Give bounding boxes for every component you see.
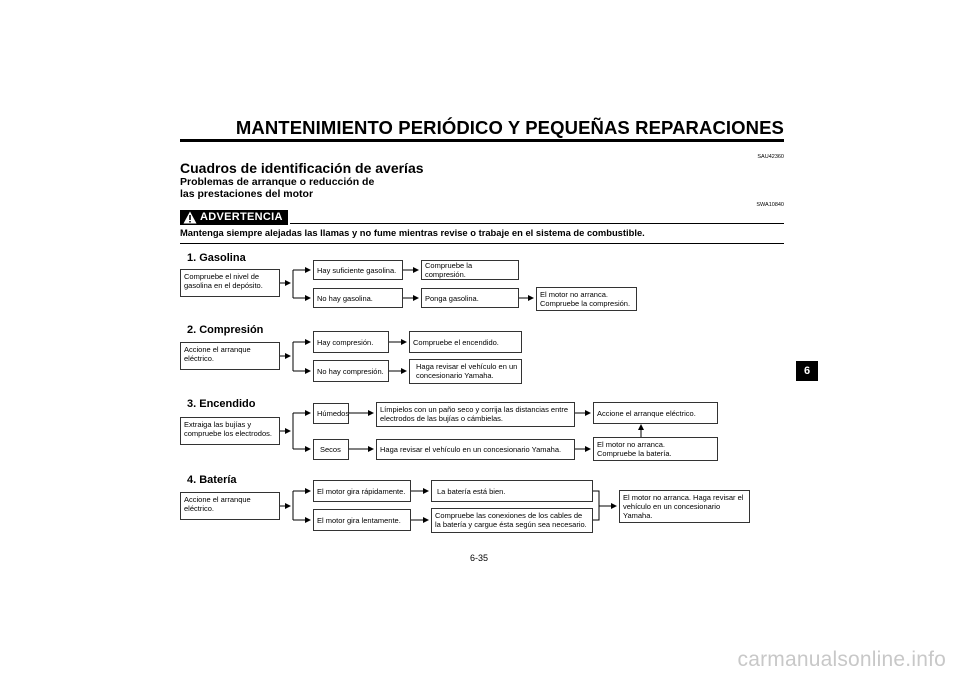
- chart3-option-b-text: Secos: [320, 445, 341, 454]
- chart4-option-b-box: [313, 509, 411, 531]
- chart4-final-line3: Yamaha.: [623, 511, 653, 520]
- page-number: 6-35: [470, 553, 489, 563]
- chart3-title: 3. Encendido: [187, 398, 256, 410]
- chart1-option-b-result-text: Ponga gasolina.: [425, 293, 479, 303]
- chart2-option-b-result-line2: concesionario Yamaha.: [416, 371, 494, 380]
- chart1-option-b-box: [313, 288, 403, 308]
- chart1-option-a-box: [313, 260, 403, 280]
- chart3-option-a-box: [313, 403, 349, 424]
- chart3-option-b-final-line1: El motor no arranca.: [597, 440, 665, 449]
- chart2-option-a-box: [313, 331, 389, 353]
- chart2-option-b-result-box: [409, 359, 522, 384]
- chart1-start-box: [180, 269, 280, 297]
- chart1-option-b-final-line2: Compruebe la compresión.: [540, 299, 631, 308]
- chart3-option-a-final-box: [593, 402, 718, 424]
- chart3-option-a-result-box: [376, 402, 575, 427]
- chart2-option-a-result-text: Compruebe el encendido.: [413, 337, 499, 347]
- chart4-option-a-result-text: La batería está bien.: [437, 486, 506, 496]
- chart4-option-a-text: El motor gira rápidamente.: [317, 486, 406, 496]
- chart4-option-a-box: [313, 480, 411, 502]
- page-header-title: MANTENIMIENTO PERIÓDICO Y PEQUEÑAS REPARACIONES: [235, 117, 784, 138]
- chart1-title: 1. Gasolina: [187, 252, 246, 264]
- chart3-option-b-final-line2: Compruebe la batería.: [597, 449, 672, 458]
- chart1-option-b-text: No hay gasolina.: [317, 293, 373, 303]
- chart3-option-b-final-box: [593, 437, 718, 461]
- section-code: SAU42360: [757, 154, 784, 160]
- section-subtitle-line2: las prestaciones del motor: [180, 188, 314, 200]
- chart1-option-b-result-box: [421, 288, 519, 308]
- chart4-option-b-result-box: [431, 508, 593, 533]
- chart1-option-a-result-box: [421, 260, 519, 280]
- chart3-option-a-result-line2: electrodos de las bujías o cámbielas.: [380, 414, 503, 423]
- chart3-start-line1: Extraiga las bujías y: [184, 420, 252, 429]
- chart3-option-a-result-line1: Límpielos con un paño seco y corrija las distancias entre: [380, 405, 569, 414]
- chart2-start-line2: eléctrico.: [184, 354, 215, 363]
- chart2-option-b-text: No hay compresión.: [317, 366, 384, 376]
- chart3-option-b-result-text: Haga revisar el vehículo en un concesionario Yamaha.: [380, 445, 562, 454]
- chart4-option-b-result-line2: la batería y cargue ésta según sea necesario.: [435, 520, 587, 529]
- section-title: Cuadros de identificación de averías: [180, 160, 424, 176]
- chart4-final-line2: vehículo en un concesionario: [623, 502, 721, 511]
- chart1-option-a-result-text: Compruebe la compresión.: [425, 261, 473, 279]
- chart3-start-box: [180, 417, 280, 445]
- chart1-option-a-text: Hay suficiente gasolina.: [317, 265, 397, 275]
- chapter-side-tab: 6: [796, 361, 818, 381]
- chart2-option-a-result-box: [409, 331, 522, 353]
- warning-code: SWA10840: [756, 202, 784, 208]
- chart1-option-b-final-line1: El motor no arranca.: [540, 290, 608, 299]
- chart4-final-box: [619, 490, 750, 523]
- chart2-start-line1: Accione el arranque: [184, 345, 251, 354]
- chart1-start-line1: Compruebe el nivel de: [184, 272, 260, 281]
- chart1-option-b-final-box: [536, 287, 637, 311]
- chart4-title: 4. Batería: [187, 474, 237, 486]
- chart4-final-line1: El motor no arranca. Haga revisar el: [623, 493, 744, 502]
- warning-label: ADVERTENCIA: [200, 211, 283, 223]
- chart4-option-b-text: El motor gira lentamente.: [317, 515, 401, 525]
- chart3-option-a-final-text: Accione el arranque eléctrico.: [597, 408, 696, 418]
- chart4-option-b-result-line1: Compruebe las conexiones de los cables de: [435, 511, 583, 520]
- chart1-start-line2: gasolina en el depósito.: [184, 281, 263, 290]
- chart2-option-b-result-line1: Haga revisar el vehículo en un: [416, 362, 518, 371]
- chart4-start-line2: eléctrico.: [184, 504, 215, 513]
- chart3-start-line2: compruebe los electrodos.: [184, 429, 272, 438]
- chart2-start-box: [180, 342, 280, 370]
- chart3-option-a-text: Húmedos: [317, 409, 350, 418]
- warning-text: Mantenga siempre alejadas las llamas y no fume mientras revise o trabaje en el sistema de combustible.: [180, 227, 645, 238]
- chart2-title: 2. Compresión: [187, 324, 264, 336]
- chart4-start-box: [180, 492, 280, 520]
- chart4-start-line1: Accione el arranque: [184, 495, 251, 504]
- chart3-option-b-box: [313, 439, 349, 460]
- section-subtitle-line1: Problemas de arranque o reducción de: [180, 176, 375, 188]
- watermark: carmanualsonline.info: [737, 648, 946, 671]
- chart2-option-a-text: Hay compresión.: [317, 337, 374, 347]
- chart3-option-b-result-box: [376, 439, 575, 460]
- chart4-option-a-result-box: [431, 480, 593, 502]
- chart2-option-b-box: [313, 360, 389, 382]
